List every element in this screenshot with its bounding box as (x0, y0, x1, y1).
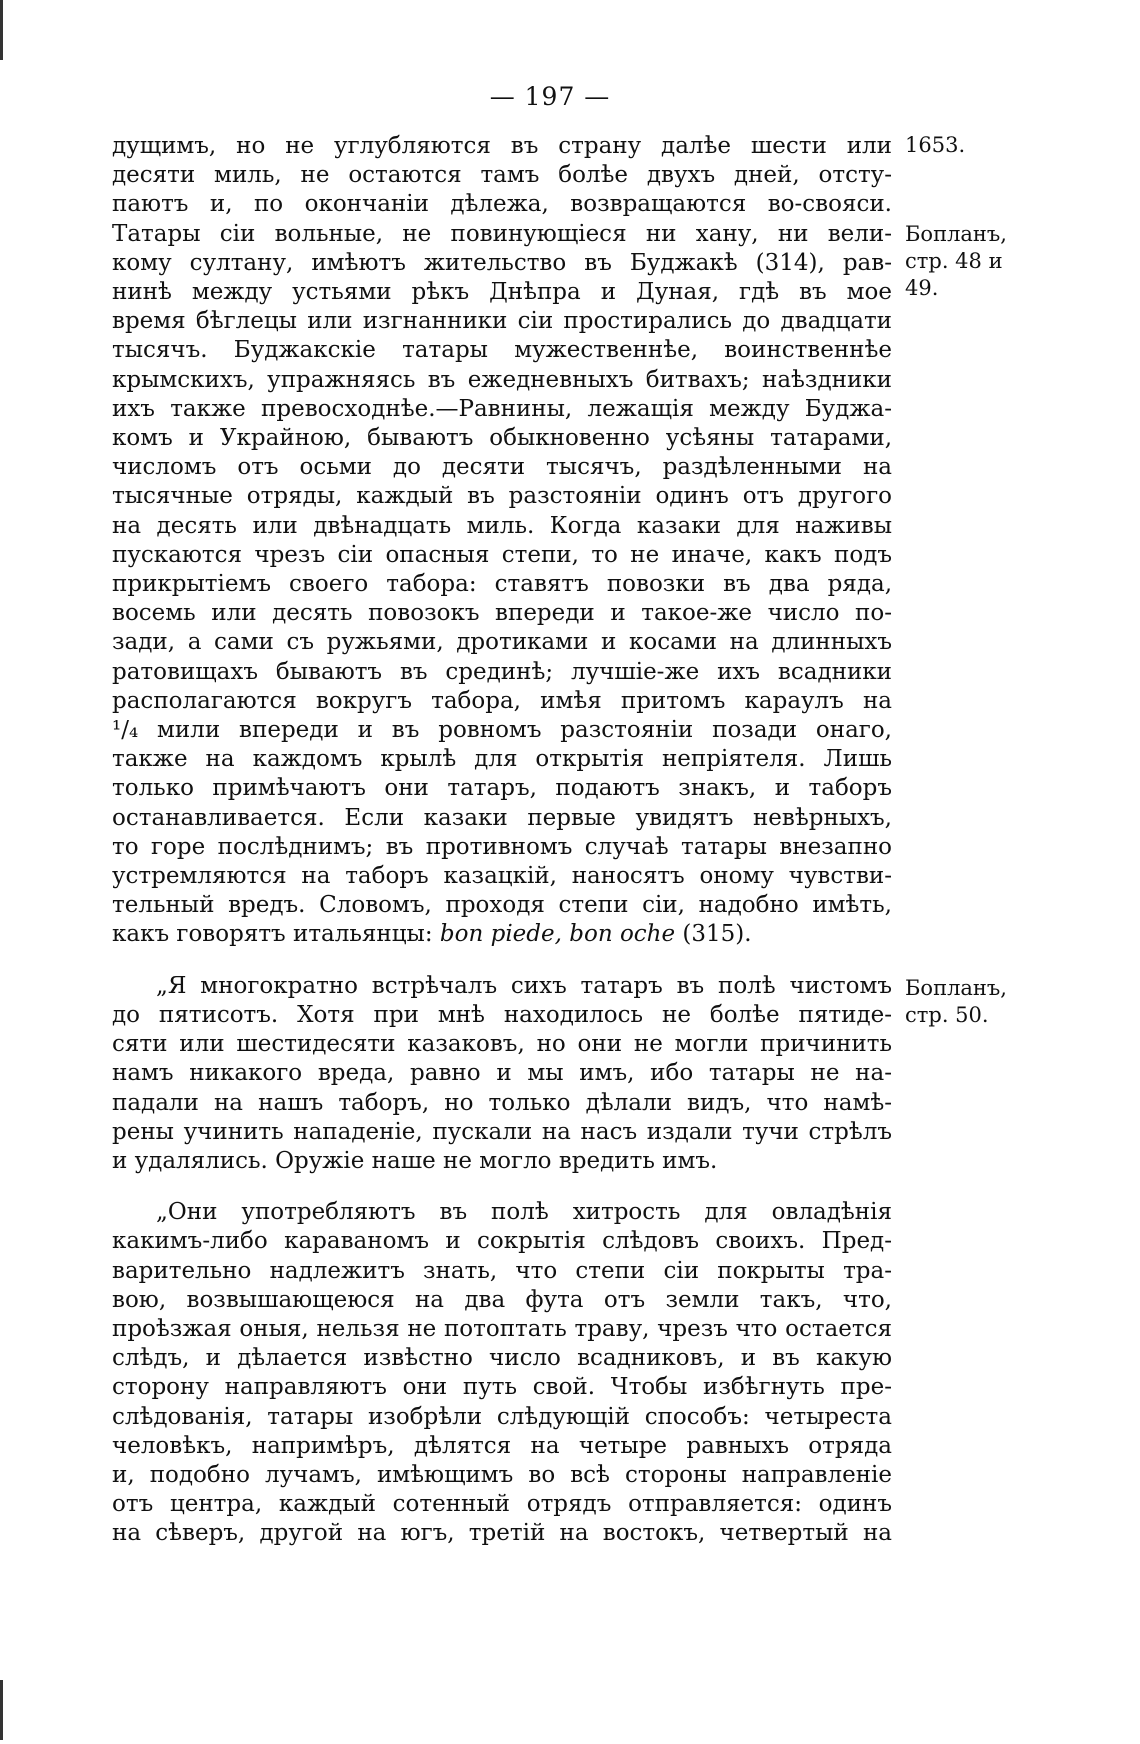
text-line: тысячные отряды, каждый въ разстояніи одинъ отъ другого (112, 483, 892, 510)
text-line: дущимъ, но не углубляются въ страну далѣе шести или (112, 133, 892, 159)
text-line: сяти или шестидесяти казаковъ, но они не могли причинить (112, 1031, 892, 1058)
text-line: и, подобно лучамъ, имѣющимъ во всѣ стороны направленіе (112, 1461, 892, 1488)
text-line: тельный вредъ. Словомъ, проходя степи сіи, надобно имѣть, (112, 892, 892, 919)
margin-note-boplan-48 (905, 221, 1005, 302)
text-line: нинѣ между устьями рѣкъ Днѣпра и Дуная, гдѣ въ мое (112, 279, 892, 306)
text-line: сторону направляютъ они путь свой. Чтобы избѣгнуть пре- (112, 1374, 892, 1401)
text-line: паютъ и, по окончаніи дѣлежа, возвращаются во-свояси. (112, 191, 892, 218)
margin-note-year-text: 1653. (905, 133, 966, 157)
text-line: на десять или двѣнадцать миль. Когда казаки для наживы (112, 512, 892, 539)
text-line: до пятисотъ. Хотя при мнѣ находилось не болѣе пятиде- (112, 1001, 892, 1028)
text-line: время бѣглецы или изгнанники сіи простирались до двадцати (112, 308, 892, 335)
margin-note-line: Бопланъ, (905, 976, 1007, 1000)
text-line: числомъ отъ осьми до десяти тысячъ, раздѣленными на (112, 454, 892, 481)
text-line: отъ центра, каждый сотенный отрядъ отправляется: одинъ (112, 1491, 892, 1518)
text-line: падали на нашъ таборъ, но только дѣлали видъ, что намѣ- (112, 1089, 892, 1116)
page-number: — 197 — (489, 82, 611, 111)
paragraph-3 (112, 1198, 892, 1548)
text-line: ратовищахъ бываютъ въ срединѣ; лучшіе-же ихъ всадники (112, 658, 892, 685)
text-line: прикрытіемъ своего табора: ставятъ повозки въ два ряда, (112, 571, 892, 598)
text-line: зади, а сами съ ружьями, дротиками и косами на длинныхъ (112, 629, 892, 656)
text-line: также на каждомъ крылѣ для открытія непріятеля. Лишь (112, 746, 892, 773)
scan-edge-top (0, 0, 3, 60)
main-text (112, 132, 892, 1571)
text-line: останавливается. Если казаки первые увидятъ невѣрныхъ, (112, 804, 892, 831)
text-line: „Я многократно встрѣчалъ сихъ татаръ въ полѣ чистомъ (156, 972, 892, 999)
text-line: кому султану, имѣютъ жительство въ Буджакѣ (314), рав- (112, 249, 892, 276)
margin-note-boplan-50 (905, 975, 1005, 1029)
text-line: варительно надлежитъ знать, что степи сіи покрыты тра- (112, 1257, 892, 1284)
text-line: вою, возвышающеюся на два фута отъ земли такъ, что, (112, 1286, 892, 1313)
text-line: слѣдъ, и дѣлается извѣстно число всадниковъ, и въ какую (112, 1345, 892, 1372)
text-line: намъ никакого вреда, равно и мы имъ, ибо татары не на- (112, 1060, 892, 1087)
text-line: десяти миль, не остаются тамъ болѣе двухъ дней, отсту- (112, 162, 892, 189)
scan-edge-bottom (0, 1680, 3, 1740)
margin-note-line: стр. 50. (905, 1003, 989, 1027)
text-line: устремляются на таборъ казацкій, наносятъ оному чувстви- (112, 863, 892, 890)
text-line: Татары сіи вольные, не повинующіеся ни хану, ни вели- (112, 220, 892, 247)
text-line: проѣзжая оныя, нельзя не потоптать траву, чрезъ что остается (112, 1315, 892, 1342)
text-fragment: какъ говорятъ итальянцы: (112, 921, 440, 948)
paragraph-1 (112, 132, 892, 950)
paragraph-2 (112, 972, 892, 1176)
text-line: слѣдованія, татары изобрѣли слѣдующій способъ: четыреста (112, 1403, 892, 1430)
margin-note-line: стр. 48 и (905, 249, 1003, 273)
text-line: восемь или десять повозокъ впереди и такое-же число по- (112, 600, 892, 627)
text-line: располагаются вокругъ табора, имѣя притомъ караулъ на (112, 687, 892, 714)
text-line: крымскихъ, упражняясь въ ежедневныхъ битвахъ; наѣздники (112, 366, 892, 393)
text-fragment: (315). (675, 921, 752, 948)
text-line: человѣкъ, напримѣръ, дѣлятся на четыре равныхъ отряда (112, 1432, 892, 1459)
text-line: „Они употребляютъ въ полѣ хитрость для овладѣнія (156, 1199, 892, 1226)
text-line-last (112, 920, 892, 949)
margin-note-line: Бопланъ, (905, 222, 1007, 246)
text-line: только примѣчаютъ они татаръ, подаютъ знакъ, и таборъ (112, 775, 892, 802)
text-line: ¹/₄ мили впереди и въ ровномъ разстояніи позади онаго, (112, 717, 892, 744)
text-line: пускаются чрезъ сіи опасныя степи, то не иначе, какъ подъ (112, 541, 892, 568)
margin-note-year (905, 132, 1005, 159)
italian-phrase: bon piede, bon oche (439, 921, 676, 948)
text-line: и удалялись. Оружіе наше не могло вредить имъ. (112, 1147, 718, 1174)
text-line: на сѣверъ, другой на югъ, третій на востокъ, четвертый на (112, 1520, 892, 1547)
text-line: ихъ также превосходнѣе.—Равнины, лежащія между Буджа- (112, 395, 892, 422)
text-line: какимъ-либо караваномъ и сокрытія слѣдовъ своихъ. Пред- (112, 1228, 892, 1255)
text-line: тысячъ. Буджакскіе татары мужественнѣе, воинственнѣе (112, 337, 892, 364)
text-line: рены учинить нападеніе, пускали на насъ издали тучи стрѣлъ (112, 1118, 892, 1145)
text-line: то горе послѣднимъ; въ противномъ случаѣ татары внезапно (112, 833, 892, 860)
margin-note-line: 49. (905, 276, 939, 300)
text-line: комъ и Украйною, бываютъ обыкновенно усѣяны татарами, (112, 425, 892, 452)
